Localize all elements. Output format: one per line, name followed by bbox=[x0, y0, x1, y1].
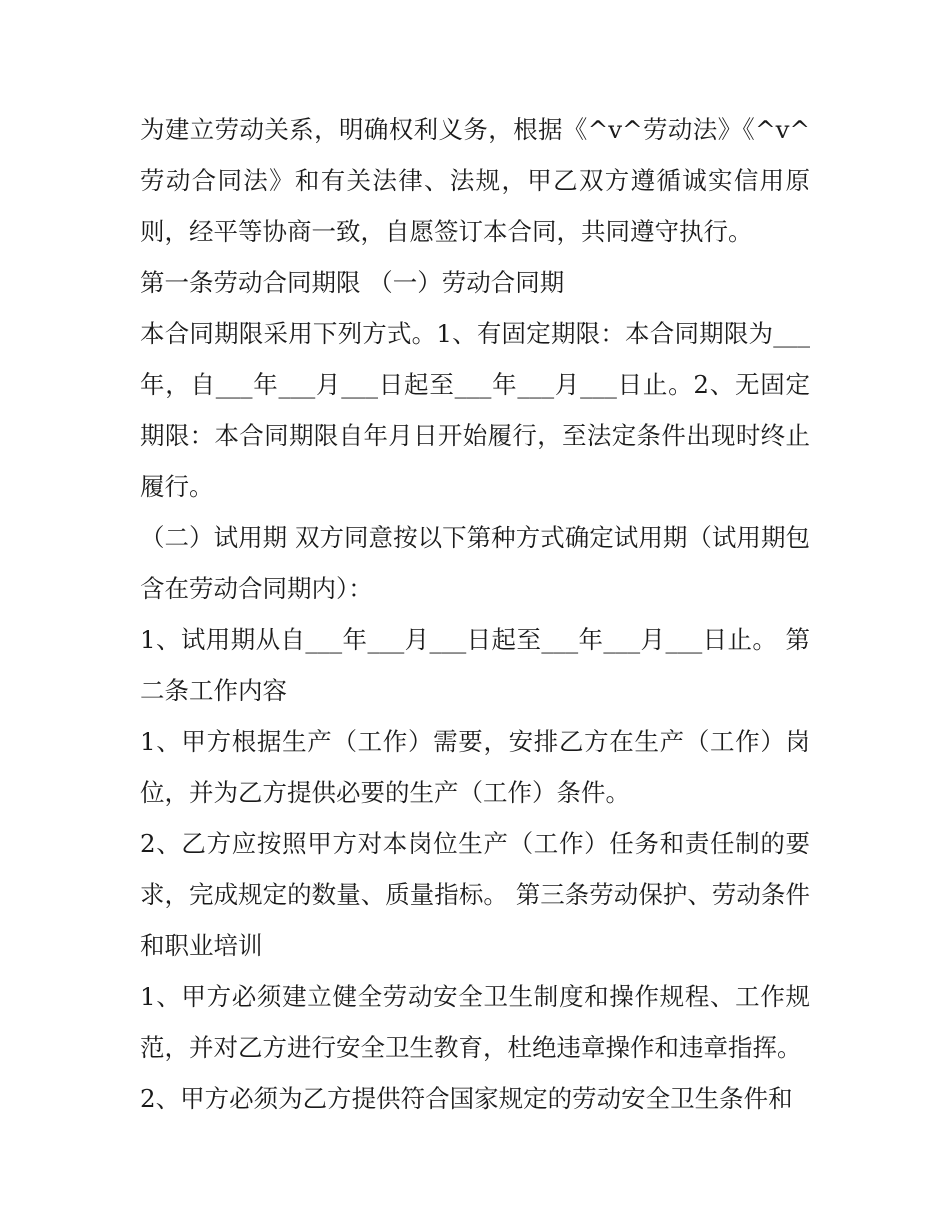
paragraph-probation: （二）试用期 双方同意按以下第种方式确定试用期（试用期包含在劳动合同期内）： bbox=[140, 523, 810, 603]
paragraph-labor-protection-1: 1、甲方必须建立健全劳动安全卫生制度和操作规程、工作规范，并对乙方进行安全卫生教育，杜绝违章操作和违章指挥。 bbox=[140, 982, 810, 1062]
paragraph-labor-protection-2: 2、甲方必须为乙方提供符合国家规定的劳动安全卫生条件和 bbox=[140, 1084, 793, 1113]
paragraph-probation-dates: 1、试用期从自___年___月___日起至___年___月___日止。 第二条工作内容 bbox=[140, 625, 810, 705]
paragraph-preamble: 为建立劳动关系，明确权利义务，根据《^v^劳动法》《^v^劳动合同法》和有关法律、法规，甲乙双方遵循诚实信用原则，经平等协商一致，自愿签订本合同，共同遵守执行。 bbox=[140, 115, 810, 246]
paragraph-work-content-1: 1、甲方根据生产（工作）需要，安排乙方在生产（工作）岗位，并为乙方提供必要的生产（工作）条件。 bbox=[140, 727, 810, 807]
paragraph-contract-term: 本合同期限采用下列方式。1、有固定期限：本合同期限为___年，自___年___月___日起至___年___月___日止。2、无固定期限：本合同期限自年月日开始履行，至法定条件出现时终止履行。 bbox=[140, 319, 810, 501]
document-body bbox=[140, 104, 810, 1124]
paragraph-work-content-2: 2、乙方应按照甲方对本岗位生产（工作）任务和责任制的要求，完成规定的数量、质量指标。 第三条劳动保护、劳动条件和职业培训 bbox=[140, 829, 810, 960]
paragraph-article-1-heading: 第一条劳动合同期限 （一）劳动合同期 bbox=[140, 268, 565, 297]
